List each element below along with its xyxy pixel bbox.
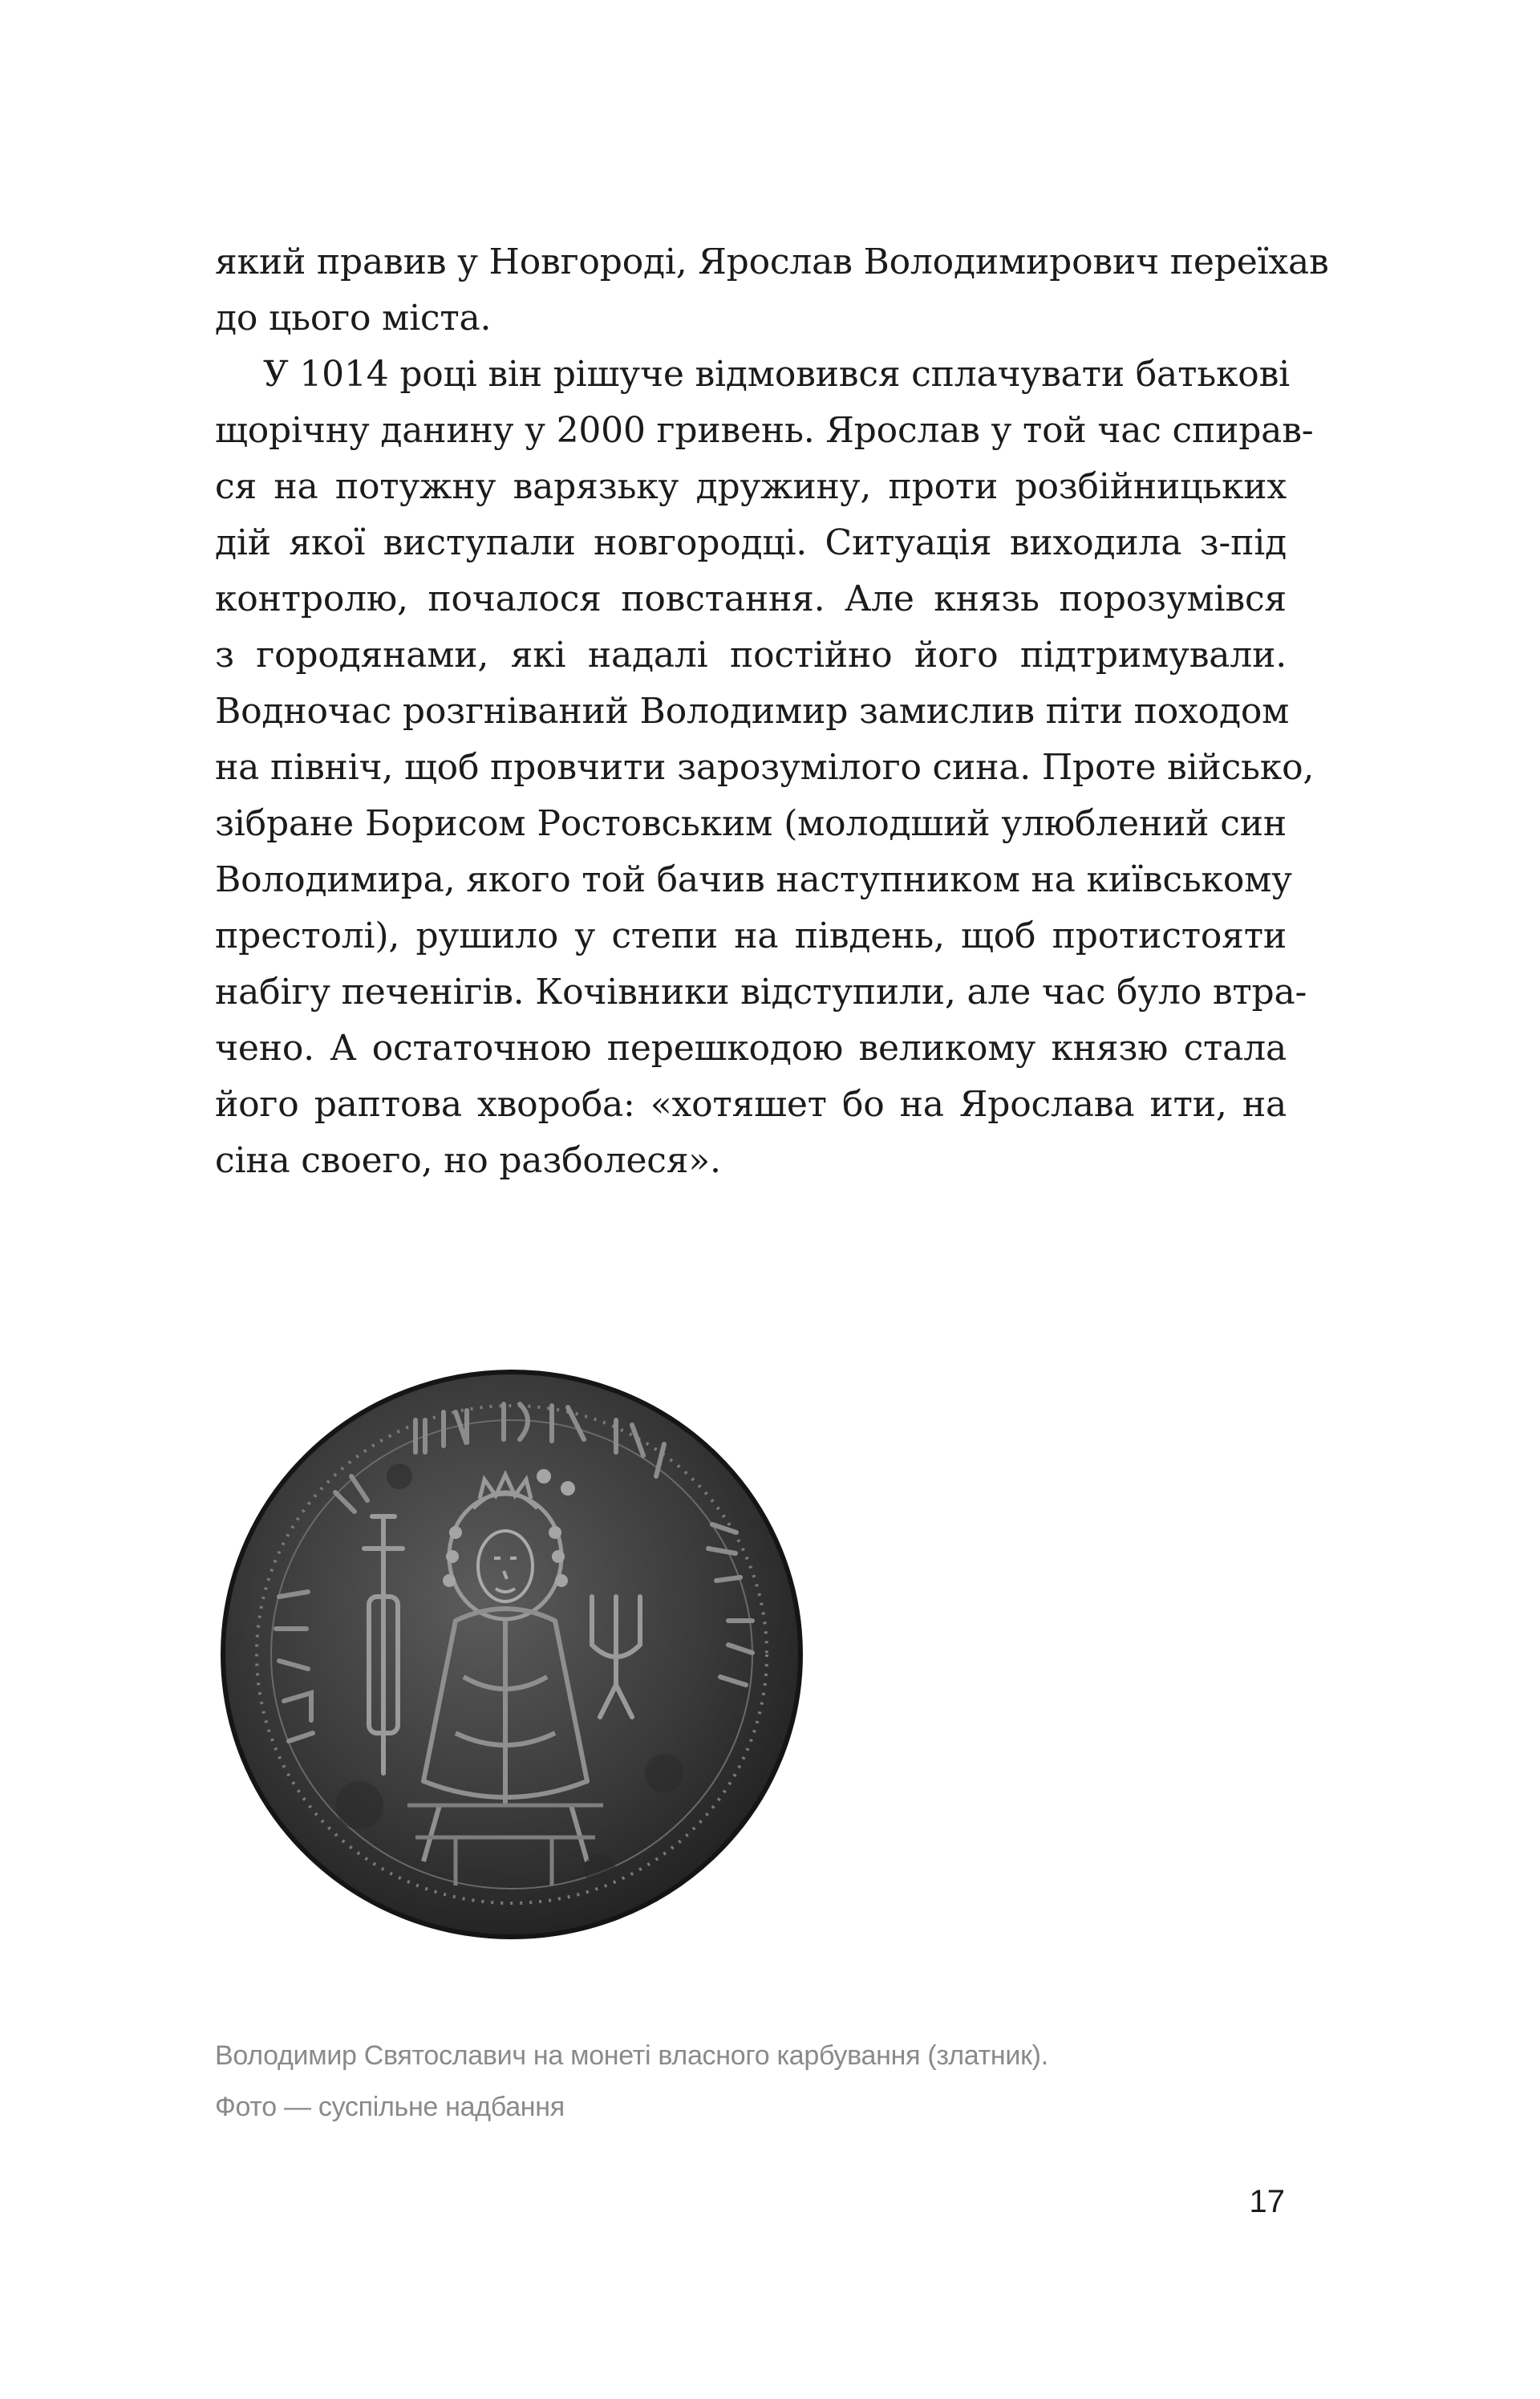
coin-illustration (215, 1356, 808, 1950)
caption-credit: Фото — суспільне надбання (215, 2092, 565, 2122)
text-line: престолі), рушило у степи на південь, щоб протистояти (215, 915, 1287, 956)
text-line: дій якої виступали новгородці. Ситуація виходила з-під (215, 522, 1287, 563)
page-number: 17 (1249, 2184, 1285, 2219)
text-line: сіна своего, но разболеся». (215, 1140, 721, 1181)
text-line: набігу печенігів. Кочівники відступили, але час було втра- (215, 972, 1307, 1013)
caption-line: Володимир Святославич на монеті власного карбування (златник). (215, 2040, 1048, 2071)
text-line: контролю, почалося повстання. Але князь порозумівся (215, 578, 1287, 619)
text-line: до цього міста. (215, 298, 492, 339)
coin-image (215, 1356, 808, 1950)
body-text (215, 234, 1329, 1189)
text-line: Водночас розгніваний Володимир замислив піти походом (215, 691, 1290, 732)
text-line: його раптова хвороба: «хотяшет бо на Ярослава ити, на (215, 1084, 1287, 1125)
text-line: який правив у Новгороді, Ярослав Володимирович переїхав (215, 242, 1329, 282)
text-line: на північ, щоб провчити зарозумілого сина. Проте військо, (215, 747, 1315, 788)
text-line: Володимира, якого той бачив наступником на київському (215, 859, 1292, 900)
text-line: чено. А остаточною перешкодою великому князю стала (215, 1028, 1287, 1069)
figure-caption (215, 2030, 1338, 2133)
text-line: з городянами, які надалі постійно його підтримували. (215, 635, 1287, 676)
text-line: щорічну данину у 2000 гривень. Ярослав у той час спирав- (215, 410, 1314, 451)
text-line: зібране Борисом Ростовським (молодший улюблений син (215, 803, 1287, 844)
text-line: ся на потужну варязьку дружину, проти розбійницьких (215, 466, 1287, 507)
text-line: У 1014 році він рішуче відмовився сплачувати батькові (263, 354, 1291, 395)
